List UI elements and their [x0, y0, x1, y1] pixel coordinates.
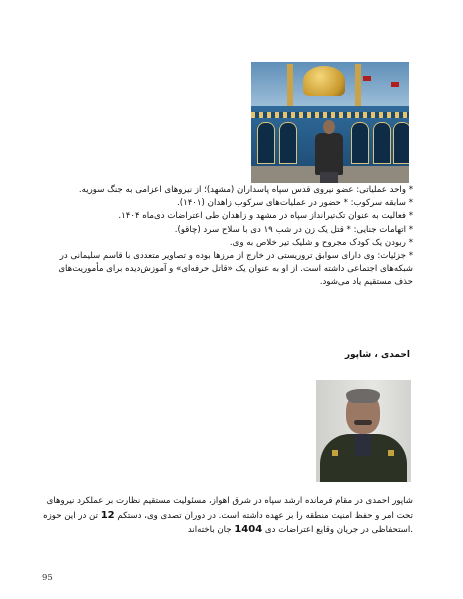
profile1-line: * ربودن یک کودک مجروح و شلیک تیر خلاص به وی.: [229, 237, 413, 248]
profile1-line: حذف مستقیم یاد می‌شود.: [319, 277, 413, 288]
profile1-line: * سابقه سرکوب: * حضور در عملیات‌های سرکوب زاهدان (۱۴۰۱).: [176, 198, 413, 209]
profile1-line: شبکه‌های اجتماعی داشته است. از او به عنوان یک «قاتل حرفه‌ای» و آموزش‌دیده برای مأموریت‌های: [58, 264, 413, 275]
profile1-line: * فعالیت به عنوان تک‌تیرانداز سپاه در مشهد و زاهدان طی اعتراضات دی‌ماه ۱۴۰۴.: [118, 211, 413, 222]
shrine-photo: [251, 62, 409, 183]
profile2-name-heading: احمدی ، شاپور: [344, 350, 410, 360]
profile1-details: [44, 184, 413, 290]
profile2-line: تحت امر و حفظ امنیت منطقه را بر عهده داشته است. در دوران تصدی وی، دستکم 12 تن در این حوزه: [43, 509, 413, 521]
profile1-line: * جزئیات: وی دارای سوابق تروریستی در خارج از مرزها بوده و تصاویر متعددی با قاسم سلیمانی در: [59, 251, 413, 262]
portrait-photo: [316, 380, 411, 482]
profile2-line: .استحفاظی در جریان وقایع اعتراضات دی 1404 جان باخته‌اند: [187, 524, 413, 535]
casualty-count: 12: [100, 509, 115, 521]
profile2-details: [44, 494, 413, 538]
profile1-line: * اتهامات جنایی: * قتل یک زن در شب ۱۹ دی با سلاح سرد (چاقو).: [174, 224, 413, 235]
year-number: 1404: [234, 524, 263, 535]
profile1-line: * واحد عملیاتی: عضو نیروی قدس سپاه پاسداران (مشهد)؛ از نیروهای اعزامی به جنگ سوریه.: [78, 185, 413, 195]
profile2-line: شاپور احمدی در مقام فرمانده ارشد سپاه در شرق اهواز، مسئولیت مستقیم نظارت بر عملکرد نیروهای: [46, 496, 413, 506]
page-number: 95: [42, 573, 53, 583]
